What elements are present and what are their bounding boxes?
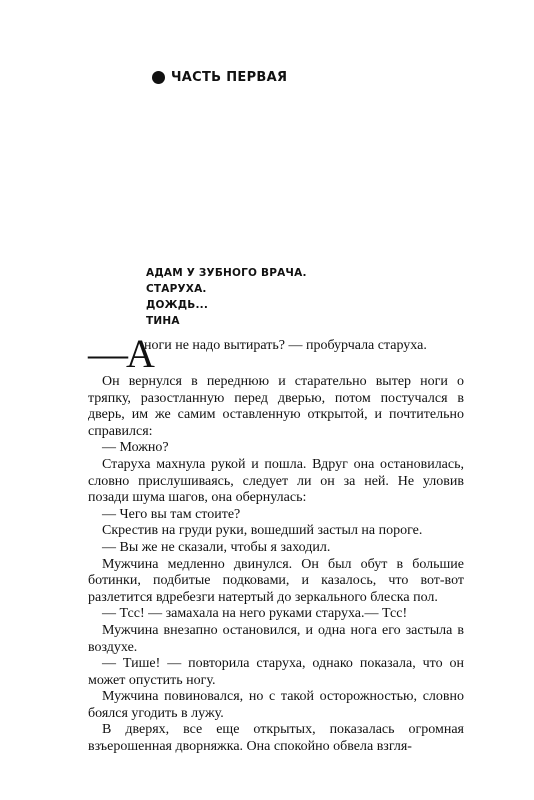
- part-title: ЧАСТЬ ПЕРВАЯ: [171, 70, 288, 85]
- paragraph: — Можно?: [102, 440, 169, 456]
- paragraph: Мужчина медленно двинулся. Он был обут в большие ботинки, подбитые подковами, и казалось, что вот-вот разлетится вдребезги натертый до зеркального блеска пол.: [88, 556, 464, 605]
- part-heading: [152, 70, 287, 85]
- bullet-icon: [152, 71, 165, 84]
- paragraph: — Чего вы там стоите?: [102, 506, 241, 522]
- chapter-title-line: АДАМ У ЗУБНОГО ВРАЧА.: [146, 267, 307, 279]
- paragraph: Скрестив на груди руки, вошедший застыл на пороге.: [102, 523, 423, 539]
- paragraph: Он вернулся в переднюю и старательно вытер ноги о тряпку, разостланную перед дверью, потом постучался в дверь, им же самим оставленную открытой, и почтительно справился:: [88, 374, 464, 439]
- paragraph: — Вы же не сказали, чтобы я заходил.: [102, 539, 331, 555]
- chapter-title-line: СТАРУХА.: [146, 283, 207, 295]
- first-paragraph-text: ноги не надо вытирать? — пробурчала старуха.: [144, 338, 427, 353]
- paragraph: Мужчина внезапно остановился, и одна нога его застыла в воздухе.: [88, 622, 464, 655]
- chapter-title-line: ТИНА: [146, 315, 180, 327]
- drop-cap: —А: [88, 331, 155, 376]
- paragraph: — Тише! — повторила старуха, однако показала, что он может опустить ногу.: [88, 656, 464, 688]
- first-paragraph: [88, 331, 464, 376]
- paragraph: В дверях, все еще открытых, показалась огромная взъерошенная дворняжка. Она спокойно обвела взгля-: [88, 722, 464, 755]
- body-text: [88, 331, 464, 756]
- chapter-heading: [146, 265, 307, 329]
- paragraph: Мужчина повиновался, но с такой осторожностью, словно боялся угодить в лужу.: [88, 689, 464, 721]
- paragraph: Старуха махнула рукой и пошла. Вдруг она остановилась, словно прислушиваясь, следует ли он за ней. Не уловив позади шума шагов, она обернулась:: [88, 456, 464, 506]
- chapter-title-line: ДОЖДЬ...: [146, 299, 209, 311]
- paragraph: — Тсс! — замахала на него руками старуха.— Тсс!: [102, 606, 408, 622]
